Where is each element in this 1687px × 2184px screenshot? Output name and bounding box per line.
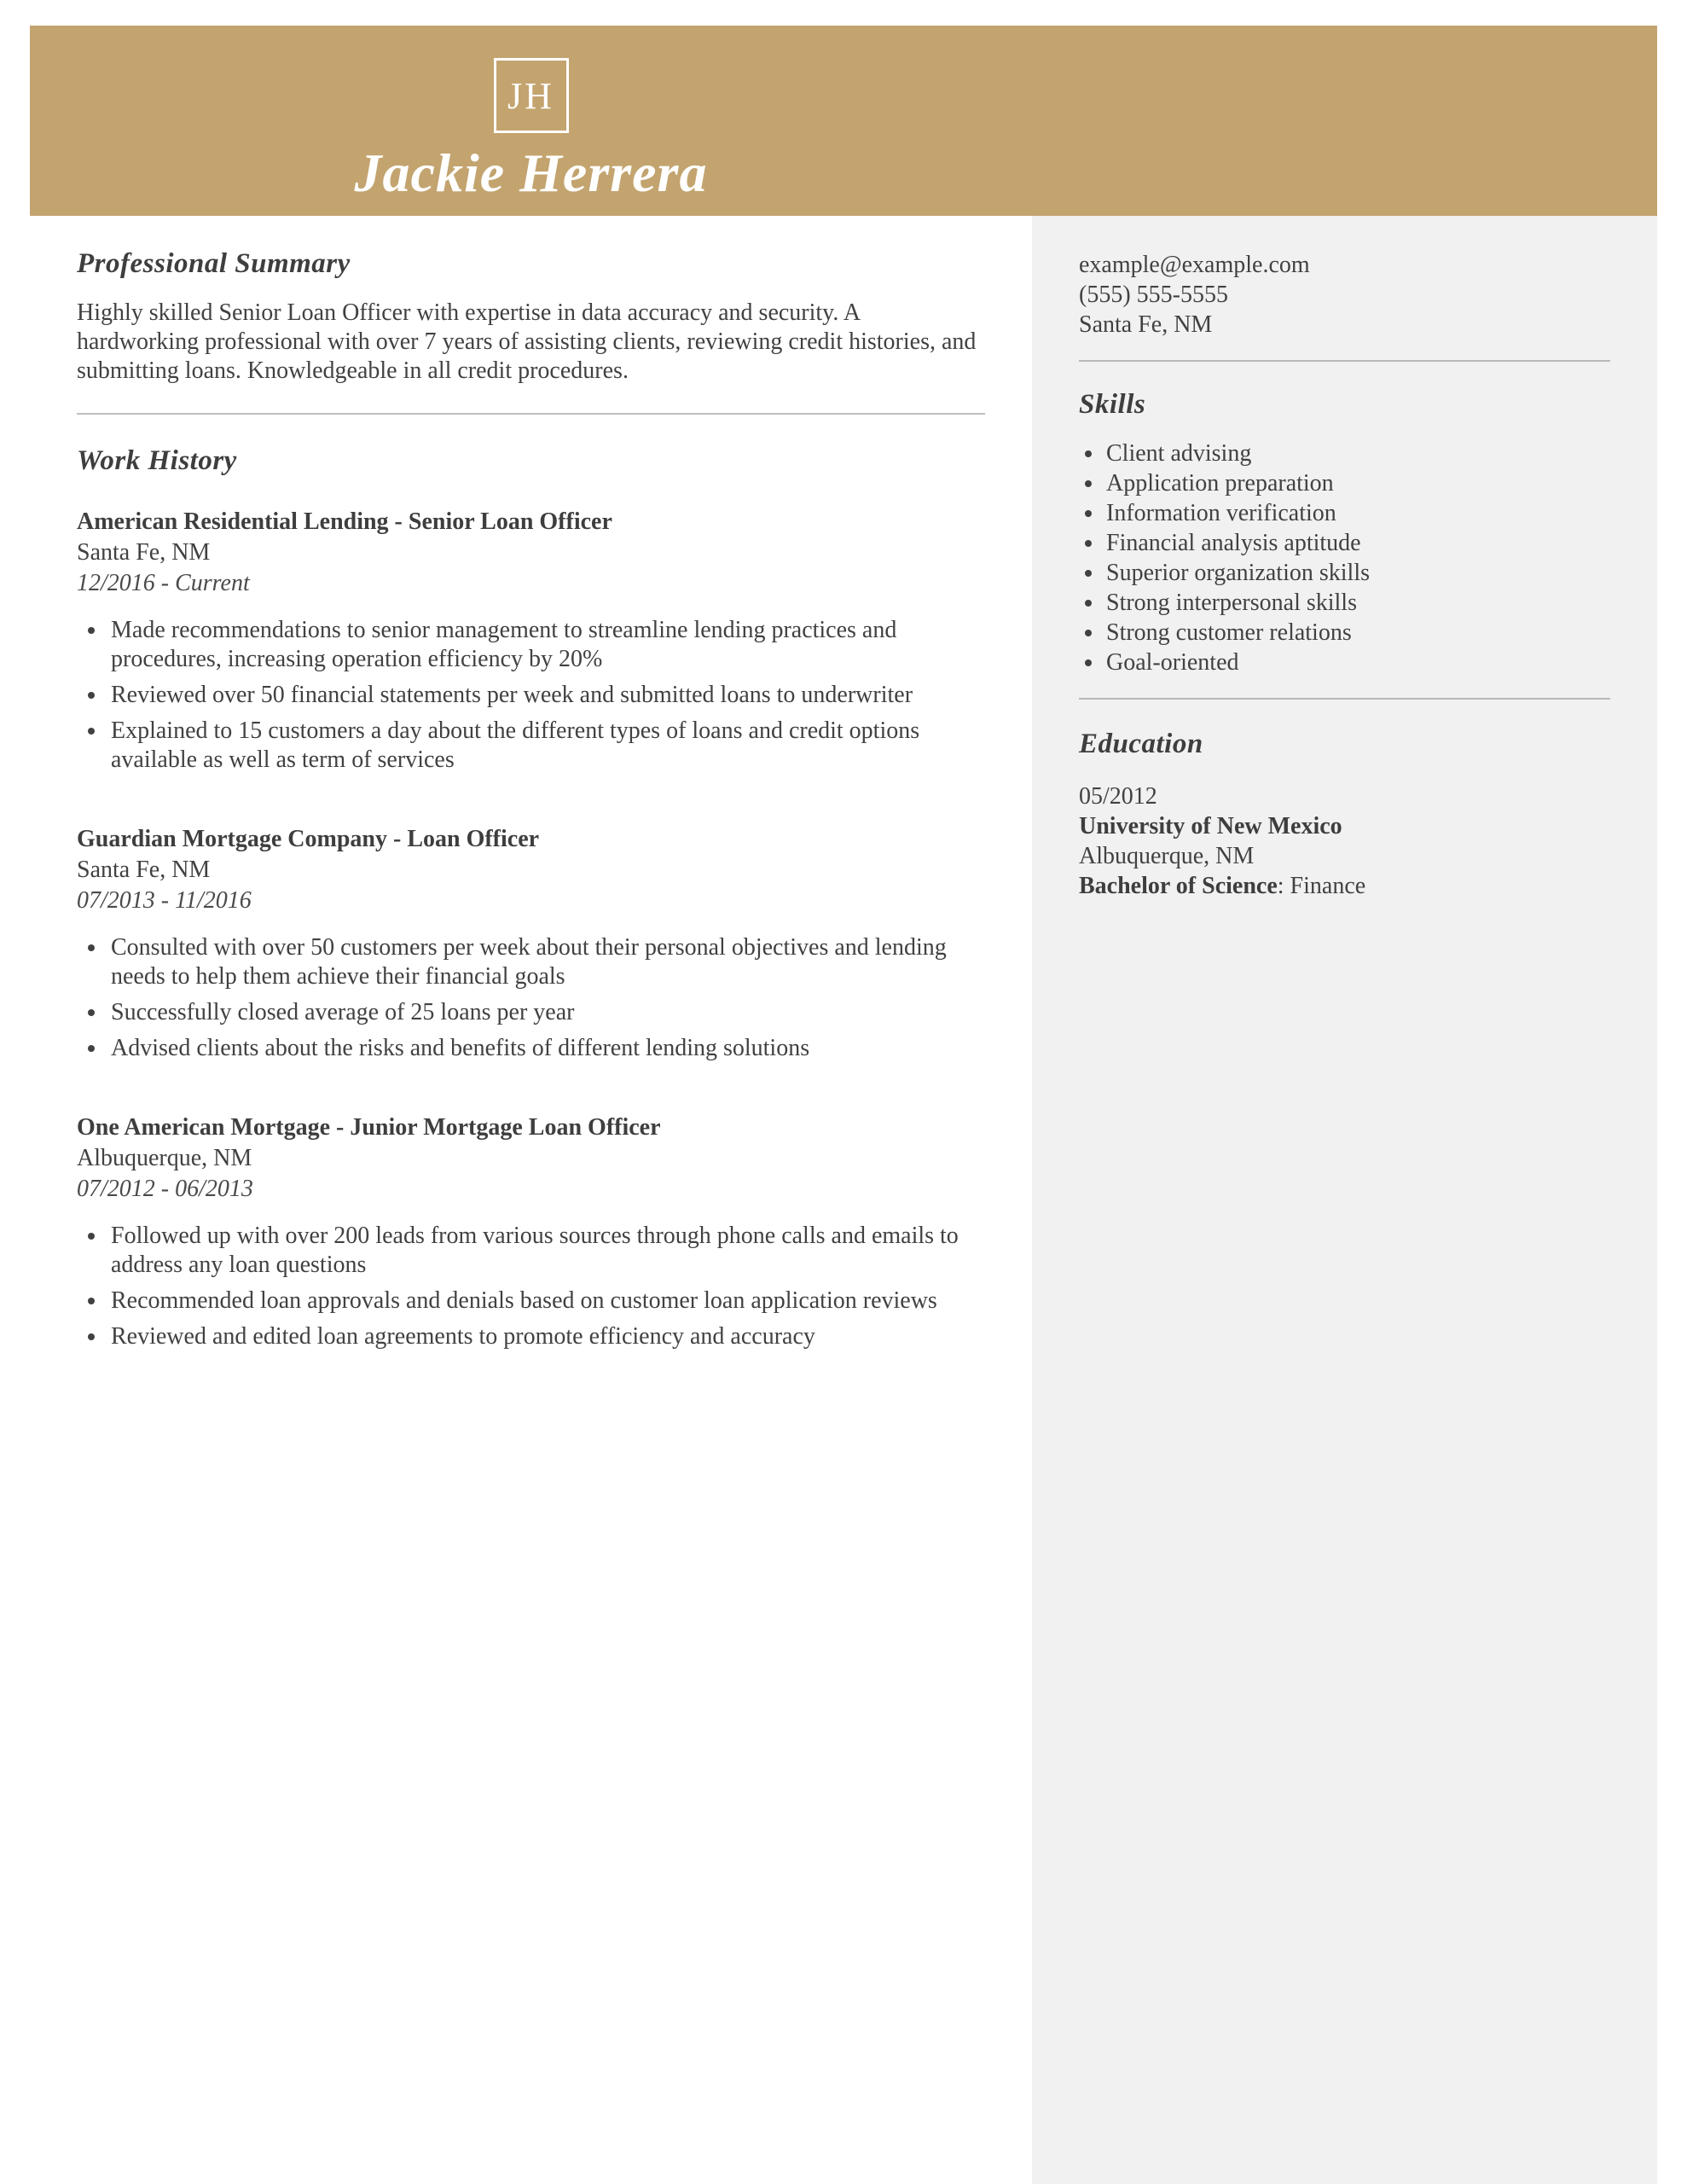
sidebar <box>1032 216 1657 2184</box>
job-bullet-list <box>77 616 985 775</box>
bullet-item: • Made recommendations to senior management to streamline lending practices and procedures, increasing operation efficiency by 20% <box>107 616 985 674</box>
job-dates: 12/2016 - Current <box>77 569 250 596</box>
job-entry <box>77 824 985 1063</box>
education-heading: Education <box>1079 729 1203 760</box>
content-area <box>30 216 1657 2184</box>
skill-item: • Client advising <box>1104 439 1610 468</box>
education-degree-line <box>1079 871 1610 901</box>
job-location: Santa Fe, NM <box>77 856 211 883</box>
skill-item: • Goal-oriented <box>1104 648 1610 677</box>
bullet-item: • Consulted with over 50 customers per week about their personal objectives and lending needs to help them achieve their financial goals <box>107 933 985 991</box>
contact-email: example@example.com <box>1079 252 1310 278</box>
contact-location: Santa Fe, NM <box>1079 311 1213 338</box>
skills-list <box>1079 439 1610 677</box>
skill-item: • Strong interpersonal skills <box>1104 589 1610 618</box>
job-title: Guardian Mortgage Company - Loan Officer <box>77 825 540 852</box>
skill-item: • Application preparation <box>1104 469 1610 498</box>
education-date: 05/2012 <box>1079 782 1157 810</box>
education-degree-label: Bachelor of Science <box>1079 872 1278 899</box>
main-column <box>30 216 1032 2184</box>
job-title: One American Mortgage - Junior Mortgage Loan Officer <box>77 1113 661 1141</box>
job-dates: 07/2012 - 06/2013 <box>77 1175 253 1202</box>
bullet-item: • Explained to 15 customers a day about the different types of loans and credit options available as well as term of services <box>107 717 985 775</box>
sidebar-divider <box>1079 698 1610 700</box>
professional-summary-section <box>77 247 985 386</box>
education-details <box>1079 781 1610 901</box>
skills-section <box>1079 387 1610 677</box>
header-band <box>30 26 1657 216</box>
summary-text: Highly skilled Senior Loan Officer with expertise in data accuracy and security. A hardworking professional with over 7 years of assisting clients, reviewing credit histories, and submitting loans. Knowledgeable in all credit procedures. <box>77 299 977 385</box>
summary-heading: Professional Summary <box>77 248 351 279</box>
education-school: University of New Mexico <box>1079 812 1342 839</box>
header-inner <box>30 26 1032 216</box>
job-entry <box>77 507 985 775</box>
work-history-section <box>77 444 985 1350</box>
education-location: Albuquerque, NM <box>1079 842 1255 869</box>
education-section <box>1079 727 1610 900</box>
job-entry <box>77 1112 985 1351</box>
bullet-item: • Recommended loan approvals and denials based on customer loan application reviews <box>107 1287 985 1316</box>
work-history-heading: Work History <box>77 445 237 477</box>
sidebar-divider <box>1079 360 1610 362</box>
job-bullet-list <box>77 1222 985 1351</box>
education-degree-field: : Finance <box>1277 872 1366 899</box>
skill-item: • Superior organization skills <box>1104 559 1610 588</box>
bullet-item: • Reviewed over 50 financial statements per week and submitted loans to underwriter <box>107 681 985 710</box>
skill-item: • Strong customer relations <box>1104 619 1610 648</box>
candidate-name: Jackie Herrera <box>354 142 708 203</box>
job-location: Santa Fe, NM <box>77 538 211 566</box>
contact-phone: (555) 555-5555 <box>1079 282 1228 308</box>
bullet-item: • Reviewed and edited loan agreements to promote efficiency and accuracy <box>107 1322 985 1351</box>
contact-block <box>1079 250 1610 340</box>
bullet-item: • Followed up with over 200 leads from various sources through phone calls and emails to address any loan questions <box>107 1222 985 1280</box>
bullet-item: • Successfully closed average of 25 loans per year <box>107 998 985 1027</box>
monogram-badge <box>494 58 569 133</box>
job-bullet-list <box>77 933 985 1063</box>
job-dates: 07/2013 - 11/2016 <box>77 886 252 914</box>
skill-item: • Financial analysis aptitude <box>1104 529 1610 558</box>
job-location: Albuquerque, NM <box>77 1144 252 1171</box>
job-title: American Residential Lending - Senior Loan Officer <box>77 508 612 535</box>
section-divider <box>77 413 985 415</box>
skills-heading: Skills <box>1079 389 1146 420</box>
bullet-item: • Advised clients about the risks and benefits of different lending solutions <box>107 1034 985 1063</box>
skill-item: • Information verification <box>1104 499 1610 528</box>
monogram-initials: JH <box>507 74 554 117</box>
